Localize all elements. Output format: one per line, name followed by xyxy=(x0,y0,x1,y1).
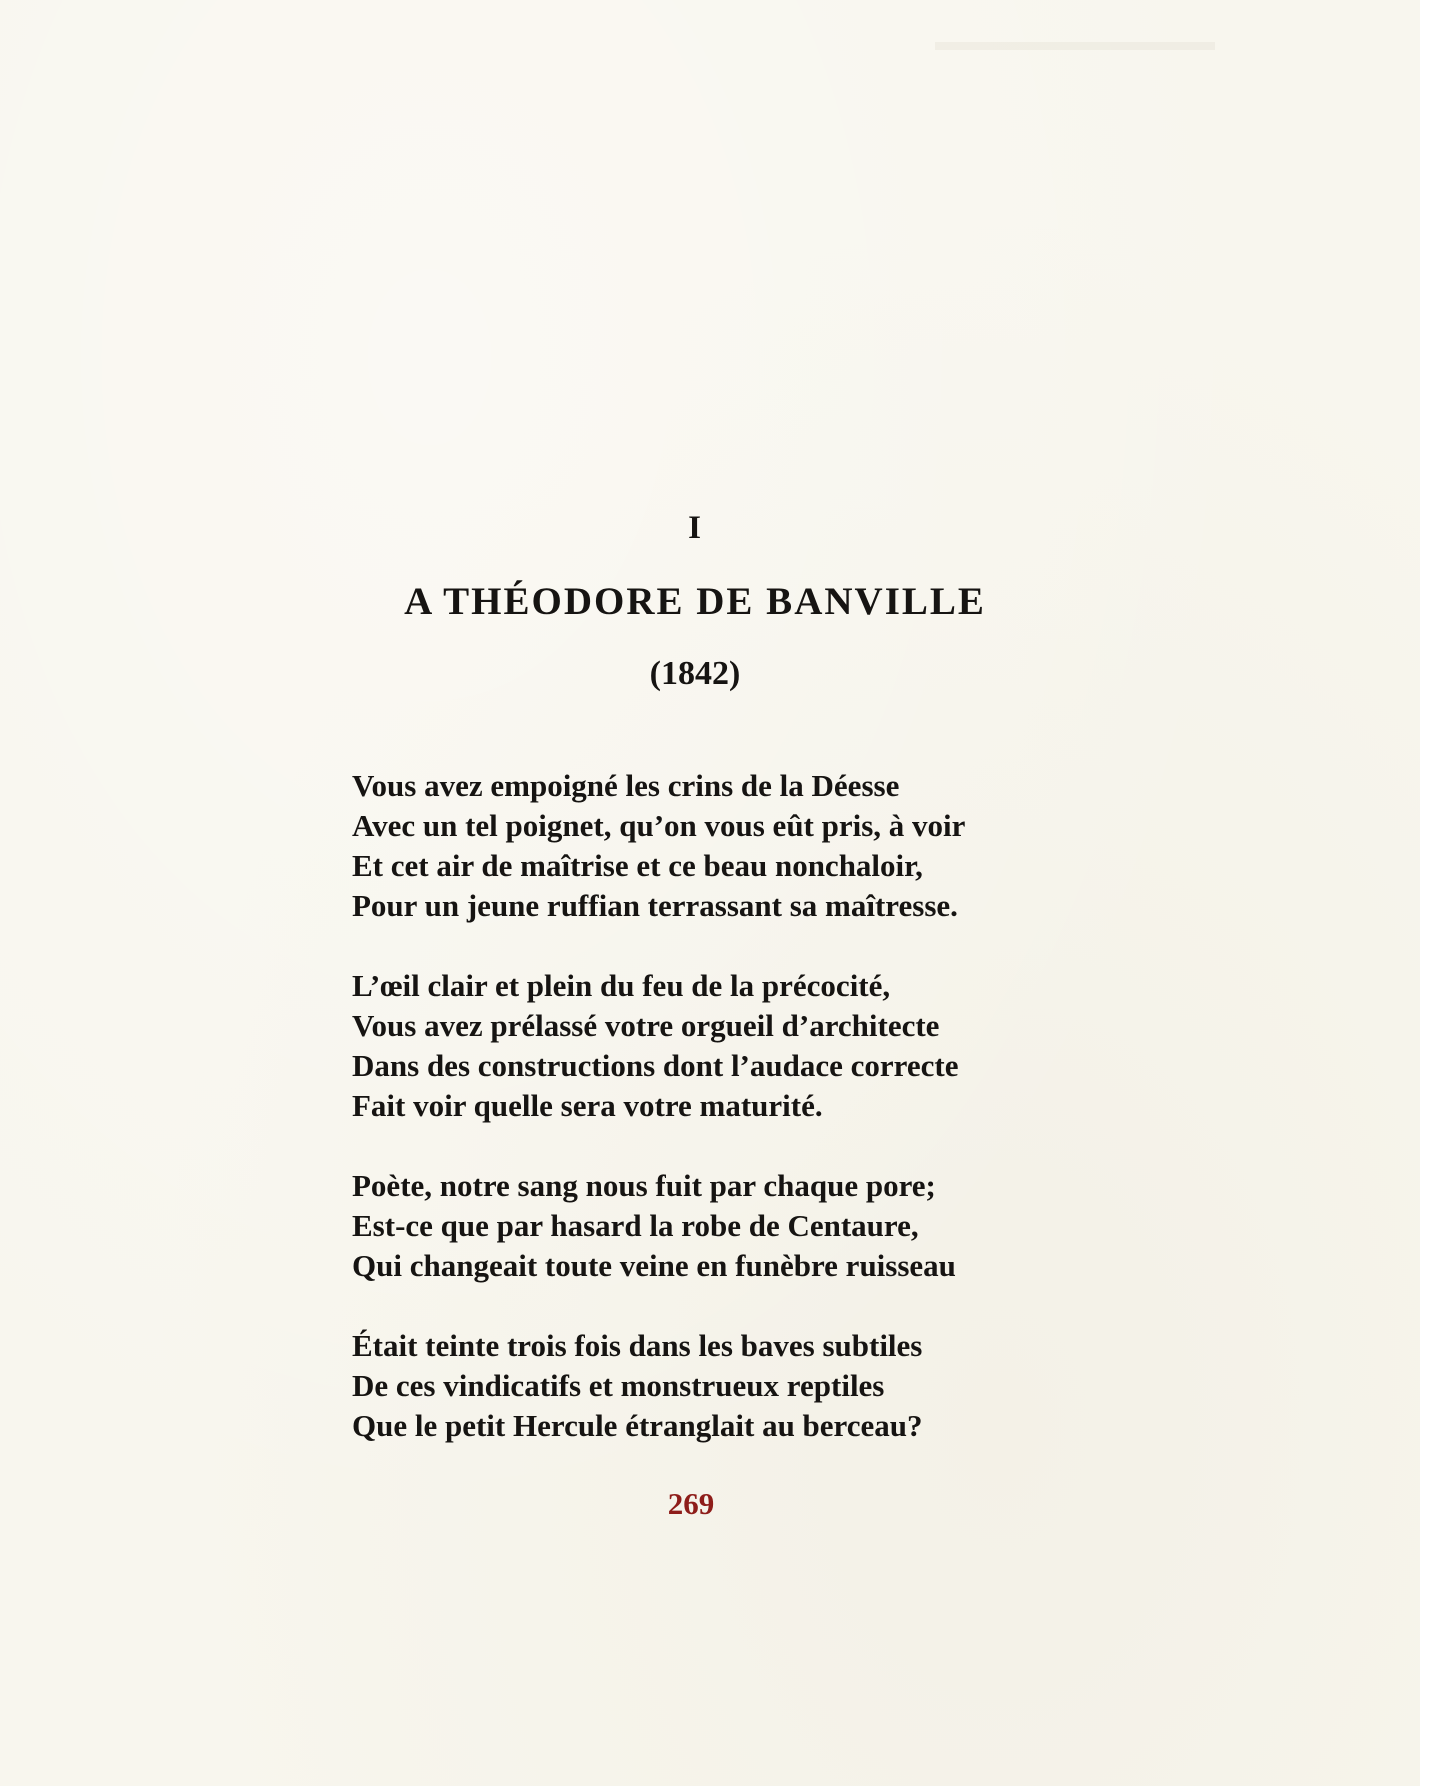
verse-line: Que le petit Hercule étranglait au berceau? xyxy=(352,1408,923,1443)
poem-title: A THÉODORE DE BANVILLE xyxy=(404,580,986,623)
stanza-3 xyxy=(352,1166,1112,1286)
verse-line: Est-ce que par hasard la robe de Centaure, xyxy=(352,1208,919,1243)
stanza-1 xyxy=(352,766,1112,926)
verse-line: Vous avez prélassé votre orgueil d’architecte xyxy=(352,1008,940,1043)
verse-line: De ces vindicatifs et monstrueux reptiles xyxy=(352,1368,885,1403)
verse-line: L’œil clair et plein du feu de la précocité, xyxy=(352,968,891,1003)
stanza-4 xyxy=(352,1326,1112,1446)
verse-line: Pour un jeune ruffian terrassant sa maîtresse. xyxy=(352,888,958,923)
verse-line: Était teinte trois fois dans les baves subtiles xyxy=(352,1328,923,1363)
stanza-2 xyxy=(352,966,1112,1126)
verse-line: Et cet air de maîtrise et ce beau nonchaloir, xyxy=(352,848,923,883)
chapter-number: I xyxy=(688,510,702,546)
paper-mark xyxy=(935,42,1215,50)
verse-line: Vous avez empoigné les crins de la Déesse xyxy=(352,768,900,803)
page-edge xyxy=(1420,0,1432,1786)
verse-line: Poète, notre sang nous fuit par chaque pore; xyxy=(352,1168,936,1203)
poem-body xyxy=(352,766,1112,1486)
poem-date: (1842) xyxy=(649,655,741,692)
page-number: 269 xyxy=(667,1486,715,1521)
verse-line: Qui changeait toute veine en funèbre ruisseau xyxy=(352,1248,956,1283)
verse-line: Fait voir quelle sera votre maturité. xyxy=(352,1088,823,1123)
verse-line: Avec un tel poignet, qu’on vous eût pris, à voir xyxy=(352,808,966,843)
verse-line: Dans des constructions dont l’audace correcte xyxy=(352,1048,959,1083)
